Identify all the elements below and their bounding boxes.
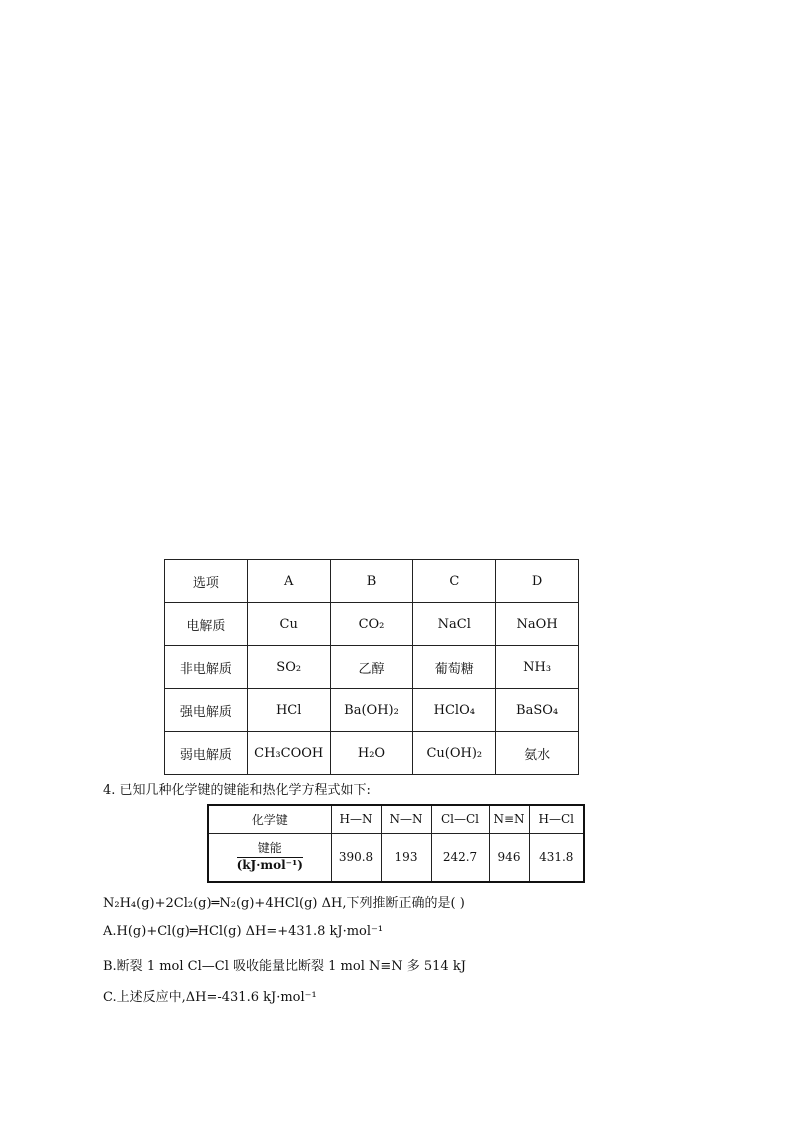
row-label: 强电解质 bbox=[165, 689, 248, 732]
table-cell: BaSO₄ bbox=[496, 689, 579, 732]
row-label bbox=[209, 833, 331, 881]
table-row bbox=[165, 603, 579, 646]
row-label: 弱电解质 bbox=[165, 732, 248, 775]
fraction-numerator: 键能 bbox=[237, 842, 303, 858]
table-cell: CO₂ bbox=[330, 603, 413, 646]
table-row bbox=[165, 689, 579, 732]
header-cell: N—N bbox=[381, 806, 431, 833]
table-header-row bbox=[165, 560, 579, 603]
header-cell: D bbox=[496, 560, 579, 603]
table-row bbox=[209, 833, 583, 881]
header-cell: N≡N bbox=[489, 806, 529, 833]
header-cell: A bbox=[247, 560, 330, 603]
table-cell: 390.8 bbox=[331, 833, 381, 881]
table-cell: 946 bbox=[489, 833, 529, 881]
table-cell: 乙醇 bbox=[330, 646, 413, 689]
bond-energy-unit-fraction bbox=[237, 842, 303, 873]
header-cell: Cl—Cl bbox=[431, 806, 489, 833]
table-cell: 193 bbox=[381, 833, 431, 881]
header-cell: H—N bbox=[331, 806, 381, 833]
table-cell: 431.8 bbox=[529, 833, 583, 881]
header-cell: C bbox=[413, 560, 496, 603]
table-cell: Cu bbox=[247, 603, 330, 646]
table-cell: NaCl bbox=[413, 603, 496, 646]
header-cell: 选项 bbox=[165, 560, 248, 603]
table-cell: 氨水 bbox=[496, 732, 579, 775]
table-cell: Cu(OH)₂ bbox=[413, 732, 496, 775]
table-cell: NaOH bbox=[496, 603, 579, 646]
bond-energy-table-frame bbox=[207, 804, 585, 883]
question-4-stem: 4. 已知几种化学键的键能和热化学方程式如下: bbox=[103, 783, 371, 798]
table-cell: HCl bbox=[247, 689, 330, 732]
table-cell: HClO₄ bbox=[413, 689, 496, 732]
option-c: C.上述反应中,ΔH=-431.6 kJ·mol⁻¹ bbox=[103, 990, 317, 1005]
option-b: B.断裂 1 mol Cl—Cl 吸收能量比断裂 1 mol N≡N 多 514 kJ bbox=[103, 959, 466, 974]
table-cell: CH₃COOH bbox=[247, 732, 330, 775]
table-row bbox=[165, 646, 579, 689]
header-cell: 化学键 bbox=[209, 806, 331, 833]
header-cell: B bbox=[330, 560, 413, 603]
header-cell: H—Cl bbox=[529, 806, 583, 833]
row-label: 电解质 bbox=[165, 603, 248, 646]
fraction-denominator: (kJ·mol⁻¹) bbox=[236, 857, 303, 872]
table-header-row bbox=[209, 806, 583, 833]
table-row bbox=[165, 732, 579, 775]
table-cell: Ba(OH)₂ bbox=[330, 689, 413, 732]
table-cell: H₂O bbox=[330, 732, 413, 775]
row-label: 非电解质 bbox=[165, 646, 248, 689]
electrolyte-classification-table bbox=[164, 559, 579, 775]
table-cell: SO₂ bbox=[247, 646, 330, 689]
reaction-equation: N₂H₄(g)+2Cl₂(g)═N₂(g)+4HCl(g) ΔH,下列推断正确的是( ) bbox=[103, 896, 465, 911]
table-cell: 葡萄糖 bbox=[413, 646, 496, 689]
table-cell: NH₃ bbox=[496, 646, 579, 689]
table-cell: 242.7 bbox=[431, 833, 489, 881]
bond-energy-table bbox=[209, 806, 583, 881]
option-a: A.H(g)+Cl(g)═HCl(g) ΔH=+431.8 kJ·mol⁻¹ bbox=[103, 924, 384, 939]
